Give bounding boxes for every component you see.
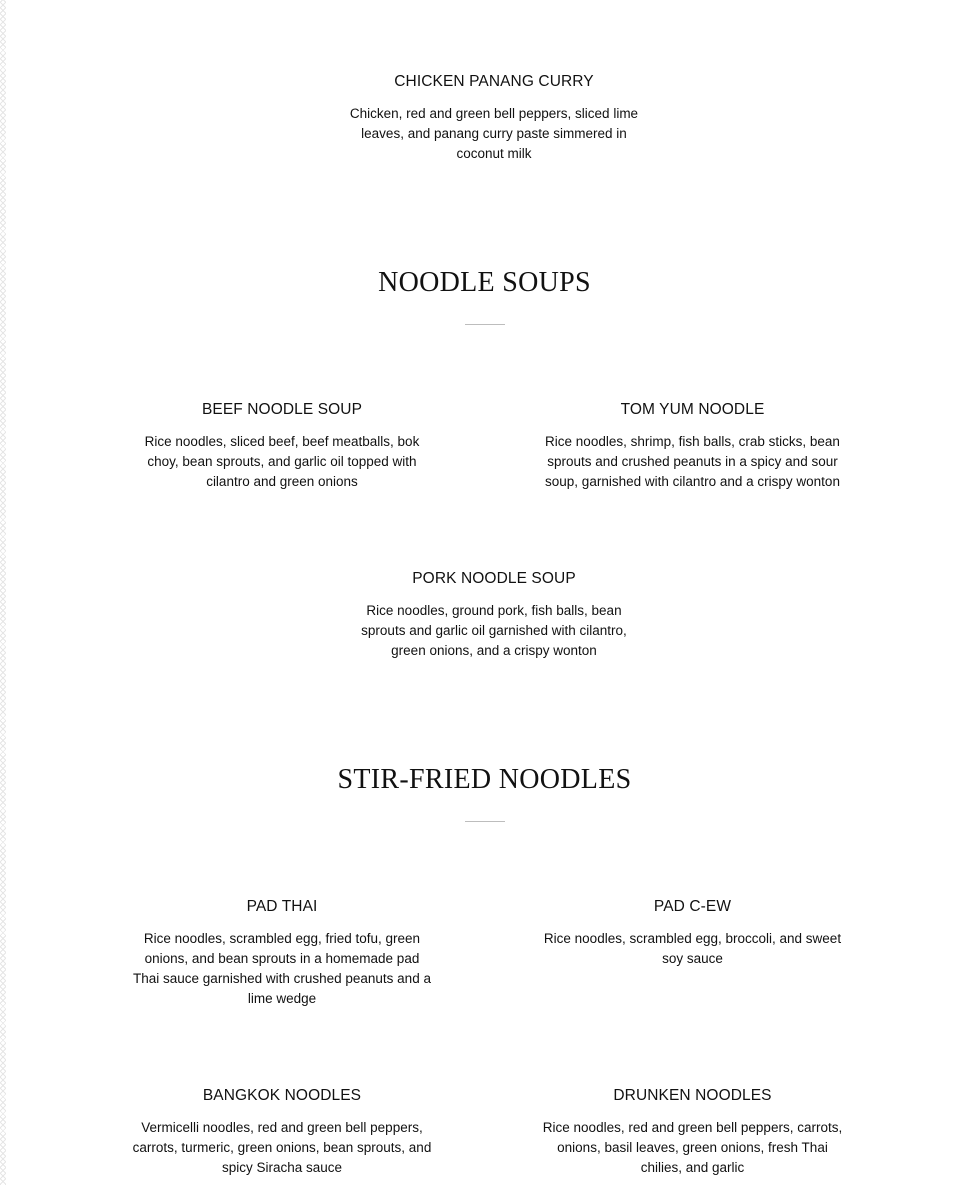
- menu-item-bangkok-noodles: [132, 1086, 432, 1178]
- menu-item-description: Rice noodles, scrambled egg, fried tofu, green onions, and bean sprouts in a homemade pad Thai sauce garnished with crushed peanuts and a lime wedge: [133, 931, 431, 1006]
- menu-item-pork-noodle-soup: [344, 569, 644, 661]
- menu-item-description: Vermicelli noodles, red and green bell peppers, carrots, turmeric, green onions, bean sprouts, and spicy Siracha sauce: [132, 1120, 432, 1175]
- menu-item-pad-thai: [132, 897, 432, 1009]
- page-edge-pattern: [0, 0, 6, 1185]
- menu-item-tom-yum-noodle: [541, 400, 844, 492]
- menu-item-description: Rice noodles, scrambled egg, broccoli, and sweet soy sauce: [543, 931, 842, 966]
- section-divider: [465, 324, 505, 325]
- section-divider: [465, 821, 505, 822]
- menu-item-title: PAD C-EW: [653, 898, 732, 915]
- menu-item-title: TOM YUM NOODLE: [620, 401, 765, 418]
- menu-item-title: BANGKOK NOODLES: [202, 1087, 362, 1104]
- section-title: STIR-FRIED NOODLES: [337, 764, 632, 795]
- menu-item-title: BEEF NOODLE SOUP: [201, 401, 363, 418]
- section-noodle-soups-header: [0, 266, 969, 325]
- menu-item-title: DRUNKEN NOODLES: [613, 1087, 772, 1104]
- menu-item-description: Rice noodles, red and green bell peppers, carrots, onions, basil leaves, green onions, fresh Thai chilies, and garlic: [542, 1120, 843, 1175]
- menu-item-description: Chicken, red and green bell peppers, sliced lime leaves, and panang curry paste simmered in coconut milk: [349, 106, 639, 161]
- menu-item-description: Rice noodles, sliced beef, beef meatballs, bok choy, bean sprouts, and garlic oil topped with cilantro and green onions: [144, 434, 420, 489]
- section-title: NOODLE SOUPS: [378, 267, 591, 298]
- menu-item-description: Rice noodles, shrimp, fish balls, crab sticks, bean sprouts and crushed peanuts in a spicy and sour soup, garnished with cilantro and a crispy wonton: [545, 434, 840, 489]
- menu-item-title: PAD THAI: [246, 898, 318, 915]
- section-stir-fried-noodles-header: [0, 763, 969, 822]
- menu-item-beef-noodle-soup: [132, 400, 432, 492]
- menu-item-drunken-noodles: [541, 1086, 844, 1178]
- menu-item-chicken-panang-curry: [344, 72, 644, 164]
- menu-item-pad-c-ew: [541, 897, 844, 969]
- menu-item-description: Rice noodles, ground pork, fish balls, bean sprouts and garlic oil garnished with cilantro, green onions, and a crispy wonton: [361, 603, 627, 658]
- menu-item-title: PORK NOODLE SOUP: [412, 570, 576, 587]
- menu-item-title: CHICKEN PANANG CURRY: [394, 73, 594, 90]
